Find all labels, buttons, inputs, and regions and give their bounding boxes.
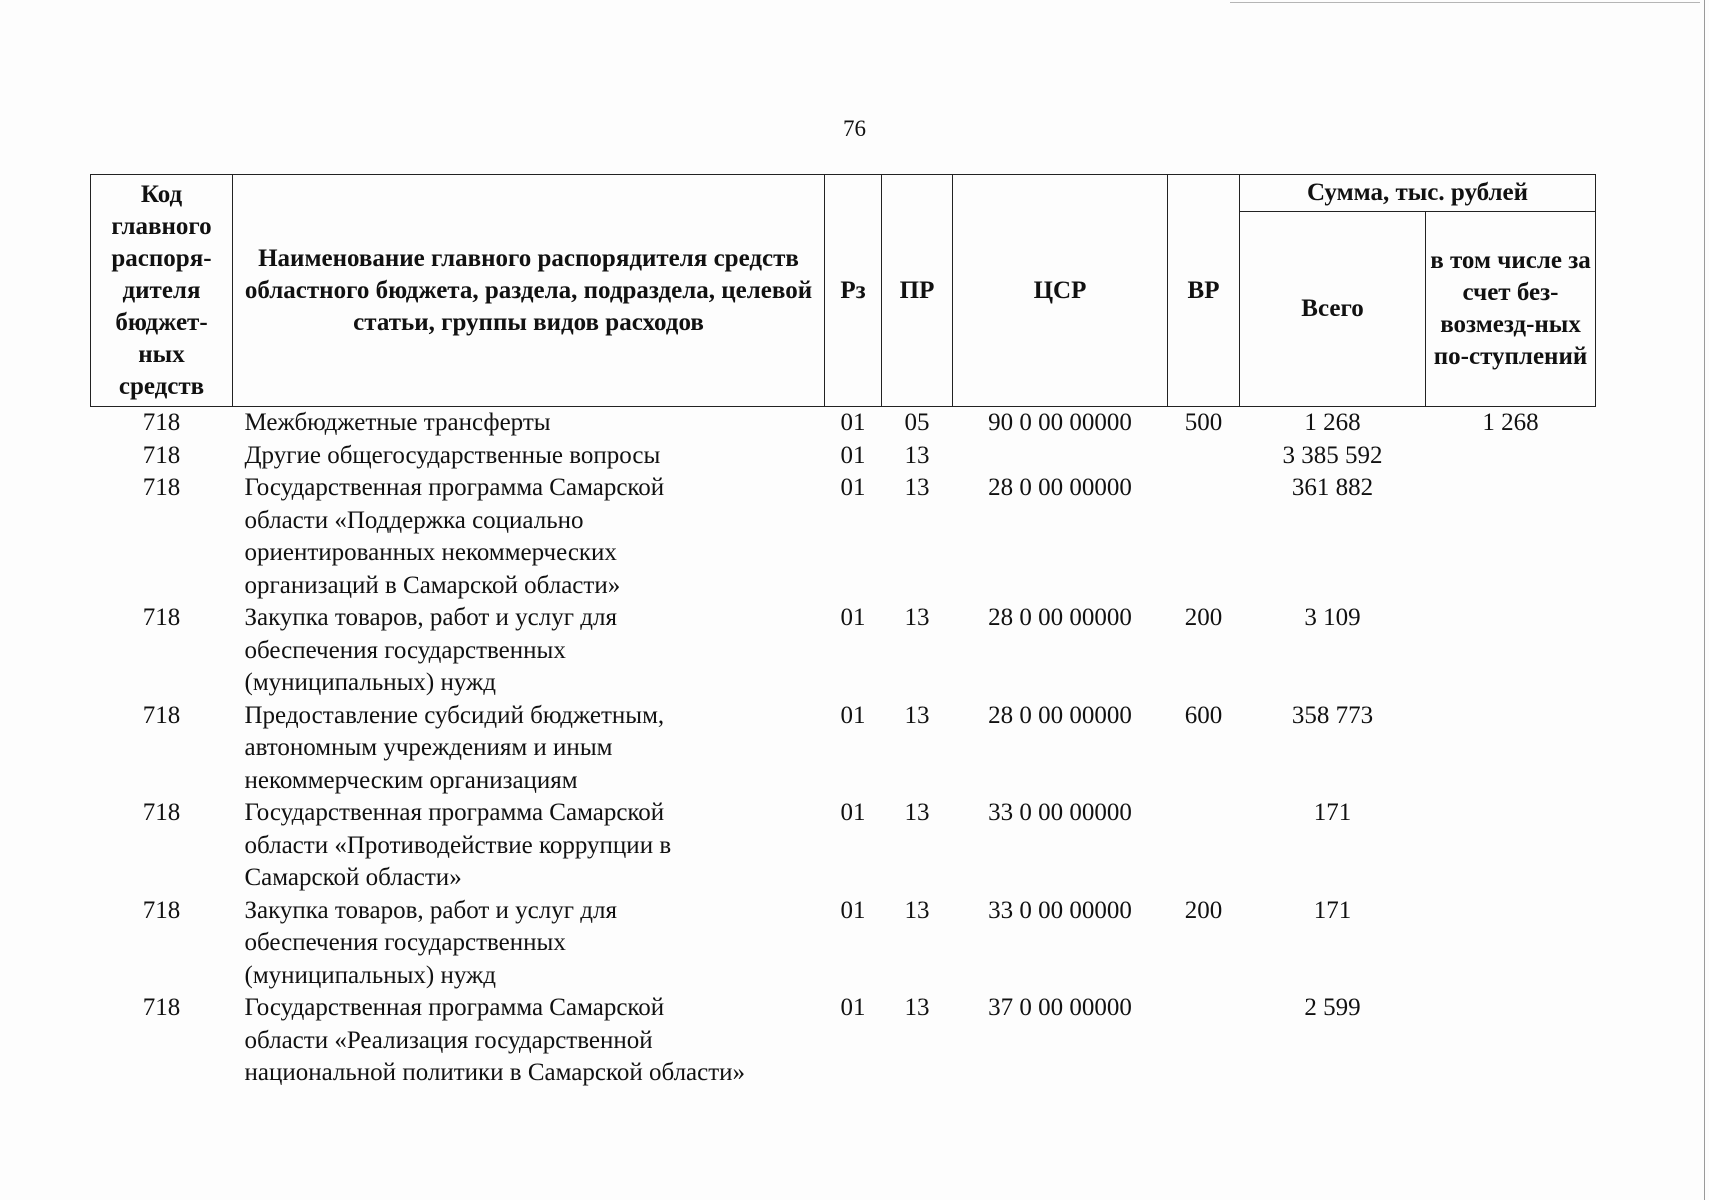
cell-code: 718 — [142, 994, 181, 1021]
cell-name: Межбюджетные трансферты — [244, 409, 551, 436]
cell-pr: 13 — [904, 474, 930, 501]
header-csr: ЦСР — [953, 175, 1168, 407]
cell-code: 718 — [142, 441, 181, 469]
header-sum-group: Сумма, тыс. рублей — [1240, 175, 1596, 212]
cell-grant — [1426, 895, 1596, 993]
scan-edge-top — [1230, 2, 1700, 3]
cell-name: Предоставление субсидий бюджетным, автономным учреждениям и иным некоммерческим организациям — [244, 701, 665, 794]
cell-csr: 90 0 00 00000 — [988, 409, 1132, 436]
cell-code: 718 — [142, 701, 181, 729]
cell-vr: 600 — [1184, 701, 1223, 729]
cell-csr: 33 0 00 00000 — [988, 896, 1132, 924]
cell-rz: 01 — [840, 441, 866, 469]
cell-total: 361 882 — [1291, 474, 1374, 501]
cell-pr: 13 — [904, 799, 930, 826]
cell-rz: 01 — [840, 604, 866, 631]
page-number: 76 — [843, 116, 866, 141]
cell-total: 358 773 — [1291, 701, 1374, 729]
cell-name: Закупка товаров, работ и услуг для обеспечения государственных (муниципальных) нужд — [244, 896, 617, 989]
cell-rz: 01 — [840, 701, 866, 729]
cell-rz: 01 — [840, 409, 866, 436]
cell-grant — [1426, 992, 1596, 1090]
cell-total: 171 — [1313, 896, 1352, 924]
cell-name: Закупка товаров, работ и услуг для обеспечения государственных (муниципальных) нужд — [244, 604, 617, 696]
cell-total: 171 — [1313, 799, 1352, 826]
header-code: Код главного распоря-дителя бюджет-ных средств — [91, 175, 233, 407]
cell-pr: 13 — [904, 701, 930, 729]
cell-total: 2 599 — [1304, 994, 1361, 1021]
cell-total: 1 268 — [1304, 409, 1361, 436]
cell-csr: 33 0 00 00000 — [988, 799, 1132, 826]
table-row — [91, 407, 1596, 440]
cell-pr: 05 — [904, 409, 930, 436]
scan-edge-right — [1704, 0, 1705, 1200]
cell-name: Государственная программа Самарской области «Поддержка социально ориентированных некоммерческих организаций в Самарской области» — [244, 474, 665, 599]
budget-table — [90, 174, 1596, 1090]
header-grant: в том числе за счет без-возмезд-ных по-ступлений — [1426, 212, 1596, 407]
cell-vr: 200 — [1184, 896, 1223, 924]
cell-rz: 01 — [840, 799, 866, 826]
cell-grant — [1426, 472, 1596, 602]
table-body — [91, 407, 1596, 1090]
cell-grant — [1426, 797, 1596, 895]
cell-pr: 13 — [904, 994, 930, 1021]
cell-code: 718 — [142, 474, 181, 501]
cell-grant — [1426, 440, 1596, 473]
cell-rz: 01 — [840, 474, 866, 501]
cell-rz: 01 — [840, 994, 866, 1021]
cell-csr — [953, 440, 1168, 473]
cell-total: 3 109 — [1304, 604, 1361, 631]
cell-vr — [1168, 992, 1240, 1090]
table-row — [91, 440, 1596, 473]
cell-code: 718 — [142, 409, 181, 436]
cell-vr: 500 — [1184, 409, 1223, 436]
table-row — [91, 992, 1596, 1090]
cell-csr: 28 0 00 00000 — [988, 604, 1132, 631]
cell-pr: 13 — [904, 896, 930, 924]
header-total: Всего — [1240, 212, 1426, 407]
table-row — [91, 700, 1596, 798]
table-row — [91, 895, 1596, 993]
cell-rz: 01 — [840, 896, 866, 924]
cell-code: 718 — [142, 896, 181, 924]
cell-pr: 13 — [904, 604, 930, 631]
table-row — [91, 602, 1596, 700]
cell-name: Государственная программа Самарской области «Реализация государственной национальной политики в Самарской области» — [244, 994, 746, 1086]
cell-pr: 13 — [904, 441, 930, 469]
cell-total: 3 385 592 — [1282, 441, 1383, 469]
header-vr: ВР — [1168, 175, 1240, 407]
table-header — [91, 175, 1596, 407]
cell-grant: 1 268 — [1482, 409, 1539, 436]
cell-vr — [1168, 440, 1240, 473]
table-row — [91, 472, 1596, 602]
header-pr: ПР — [882, 175, 953, 407]
cell-code: 718 — [142, 604, 181, 631]
cell-csr: 28 0 00 00000 — [988, 474, 1132, 501]
cell-grant — [1426, 602, 1596, 700]
cell-grant — [1426, 700, 1596, 798]
cell-vr: 200 — [1184, 604, 1223, 631]
cell-vr — [1168, 472, 1240, 602]
cell-vr — [1168, 797, 1240, 895]
cell-name: Государственная программа Самарской области «Противодействие коррупции в Самарской области» — [244, 799, 672, 891]
header-rz: Рз — [825, 175, 882, 407]
cell-csr: 28 0 00 00000 — [988, 701, 1132, 729]
header-name: Наименование главного распорядителя средств областного бюджета, раздела, подраздела, целевой статьи, группы видов расходов — [233, 175, 825, 407]
table-row — [91, 797, 1596, 895]
cell-name: Другие общегосударственные вопросы — [244, 441, 661, 469]
cell-csr: 37 0 00 00000 — [988, 994, 1132, 1021]
cell-code: 718 — [142, 799, 181, 826]
